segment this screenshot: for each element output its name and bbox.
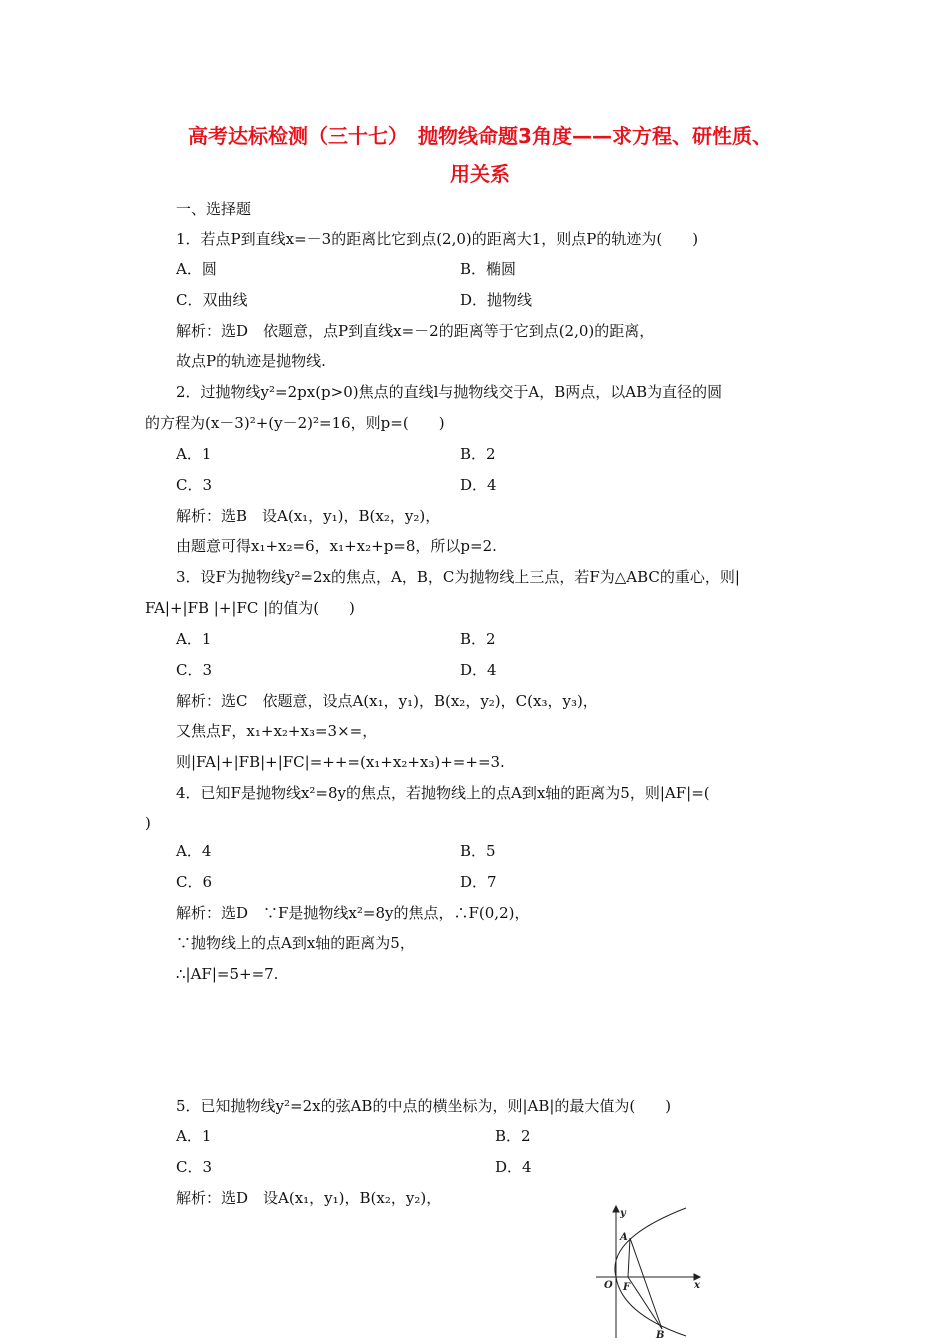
q2-stem-line2: 的方程为(x－3)²+(y－2)²=16，则p=( ): [145, 414, 445, 432]
x-axis-label: x: [694, 1280, 700, 1291]
q3-solution-line1: 解析：选C 依题意，设点A(x₁，y₁)，B(x₂，y₂)，C(x₃，y₃)，: [176, 692, 598, 710]
q4-solution-line1: 解析：选D ∵F是抛物线x²=8y的焦点，∴F(0,2)，: [176, 904, 530, 922]
q3-solution-line2: 又焦点F，x₁+x₂+x₃=3×=，: [176, 722, 378, 740]
q4-stem-line2: ): [145, 814, 151, 832]
q1-option-b: B．椭圆: [460, 260, 517, 278]
point-f-label: F: [623, 1282, 631, 1293]
q3-option-a: A．1: [176, 630, 212, 648]
doc-title-line1: 高考达标检测（三十七） 抛物线命题3角度——求方程、研性质、: [188, 124, 772, 148]
q3-option-c: C．3: [176, 661, 213, 679]
q4-option-b: B．5: [460, 842, 496, 860]
q4-solution-line3: ∴|AF|=5+=7.: [176, 965, 279, 983]
q2-option-b: B．2: [460, 445, 496, 463]
q4-solution-line2: ∵抛物线上的点A到x轴的距离为5，: [176, 934, 415, 952]
q1-option-d: D．抛物线: [460, 291, 533, 309]
q2-option-d: D．4: [460, 476, 497, 494]
q3-option-d: D．4: [460, 661, 497, 679]
origin-label: O: [604, 1280, 613, 1291]
doc-title-line2: 用关系: [450, 162, 510, 186]
q3-stem-line1: 3．设F为抛物线y²=2x的焦点，A，B，C为抛物线上三点，若F为△ABC的重心，则|: [176, 568, 740, 586]
point-b-label: B: [656, 1330, 665, 1340]
q4-option-a: A．4: [176, 842, 212, 860]
q5-solution-line1: 解析：选D 设A(x₁，y₁)，B(x₂，y₂)，: [176, 1189, 442, 1207]
q3-solution-line3: 则|FA|+|FB|+|FC|=++=(x₁+x₂+x₃)+=+=3.: [176, 753, 505, 771]
q4-option-c: C．6: [176, 873, 213, 891]
q1-solution-line2: 故点P的轨迹是抛物线.: [176, 352, 326, 370]
y-axis-label: y: [620, 1208, 626, 1219]
q5-option-d: D．4: [495, 1158, 532, 1176]
parabola-figure: [586, 1204, 716, 1340]
q4-option-d: D．7: [460, 873, 497, 891]
q3-option-b: B．2: [460, 630, 496, 648]
q5-option-c: C．3: [176, 1158, 213, 1176]
chord-ab: [630, 1238, 662, 1329]
q2-option-c: C．3: [176, 476, 213, 494]
segment-af: [628, 1238, 630, 1277]
q5-stem: 5．已知抛物线y²=2x的弦AB的中点的横坐标为，则|AB|的最大值为( ): [176, 1097, 672, 1115]
q3-stem-line2: FA|+|FB |+|FC |的值为( ): [145, 599, 355, 617]
point-a-label: A: [620, 1232, 628, 1243]
parabola-curve: [615, 1208, 686, 1336]
q2-option-a: A．1: [176, 445, 212, 463]
q2-stem-line1: 2．过抛物线y²=2px(p>0)焦点的直线l与抛物线交于A，B两点，以AB为直径的圆: [176, 383, 723, 401]
q1-stem: 1．若点P到直线x=－3的距离比它到点(2,0)的距离大1，则点P的轨迹为( ): [176, 230, 699, 248]
q2-solution-line1: 解析：选B 设A(x₁，y₁)，B(x₂，y₂)，: [176, 507, 441, 525]
q5-option-b: B．2: [495, 1127, 531, 1145]
q4-stem-line1: 4．已知F是抛物线x²=8y的焦点，若抛物线上的点A到x轴的距离为5，则|AF|=(: [176, 784, 710, 802]
q1-option-c: C．双曲线: [176, 291, 248, 309]
q5-option-a: A．1: [176, 1127, 212, 1145]
y-axis-arrow: [613, 1206, 619, 1212]
section-heading: 一、选择题: [176, 200, 252, 218]
q1-option-a: A．圆: [176, 260, 217, 278]
q1-solution-line1: 解析：选D 依题意，点P到直线x=－2的距离等于它到点(2,0)的距离，: [176, 322, 655, 340]
segment-fb: [628, 1277, 662, 1329]
q2-solution-line2: 由题意可得x₁+x₂=6，x₁+x₂+p=8，所以p=2.: [176, 537, 497, 555]
